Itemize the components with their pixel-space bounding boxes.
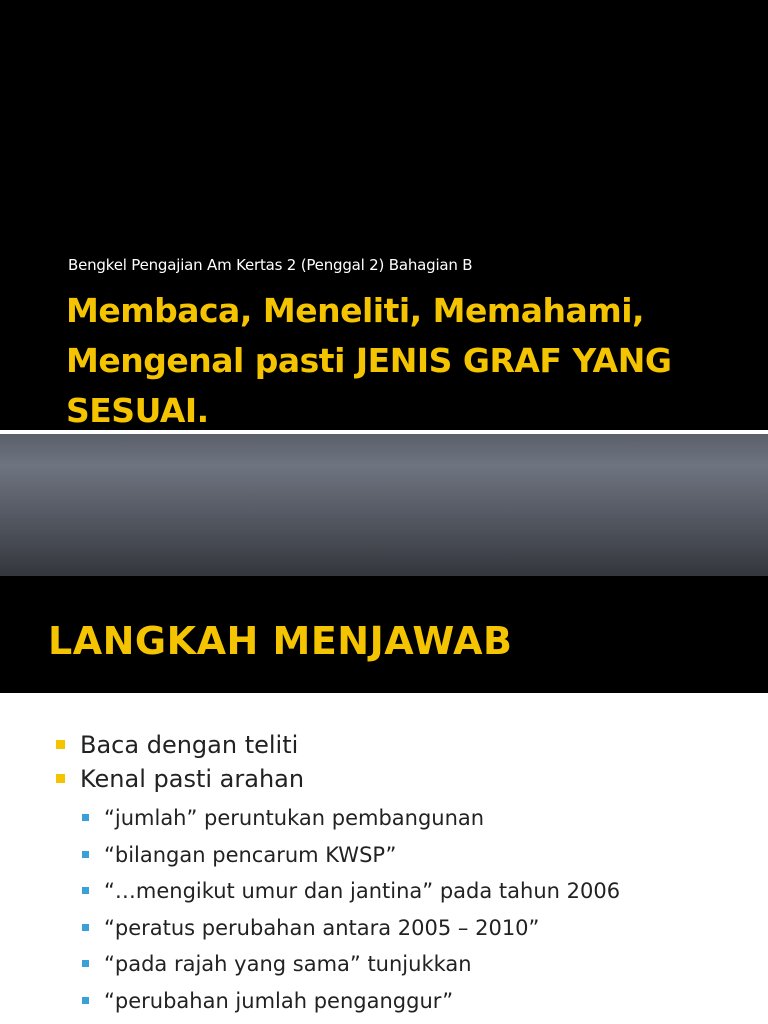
sub-bullet-item	[0, 837, 768, 874]
sub-bullet-text: “pada rajah yang sama” tunjukkan	[104, 952, 472, 976]
sub-bullet-item	[0, 946, 768, 983]
slide-subtitle: Bengkel Pengajian Am Kertas 2 (Penggal 2) Bahagian B	[68, 256, 473, 274]
square-bullet-icon	[82, 814, 89, 821]
sub-bullet-item	[0, 873, 768, 910]
sub-bullet-text: “…mengikut umur dan jantina” pada tahun 2006	[104, 879, 621, 903]
bullet-item	[0, 762, 768, 796]
sub-bullet-group	[0, 800, 768, 1019]
sub-bullet-text: “bilangan pencarum KWSP”	[104, 842, 397, 867]
sub-bullet-text: “jumlah” peruntukan pembangunan	[104, 806, 485, 830]
square-bullet-icon	[82, 960, 89, 967]
square-bullet-icon	[82, 851, 89, 858]
bullet-text: Baca dengan teliti	[80, 731, 299, 759]
square-bullet-icon	[56, 740, 65, 749]
slide-heading: LANGKAH MENJAWAB	[48, 619, 513, 663]
slide-header	[0, 576, 768, 696]
square-bullet-icon	[82, 887, 89, 894]
decorative-band	[0, 430, 768, 576]
sub-bullet-item	[0, 983, 768, 1020]
square-bullet-icon	[56, 774, 65, 783]
sub-bullet-text: “perubahan jumlah penganggur”	[104, 988, 454, 1013]
sub-bullet-list	[0, 800, 768, 1019]
bullet-list	[0, 728, 768, 1019]
square-bullet-icon	[82, 924, 89, 931]
content-slide	[0, 576, 768, 1024]
sub-bullet-item	[0, 800, 768, 837]
square-bullet-icon	[82, 997, 89, 1004]
sub-bullet-text: “peratus perubahan antara 2005 – 2010”	[104, 915, 540, 940]
slide-title: Membaca, Meneliti, Memahami, Mengenal pasti JENIS GRAF YANG SESUAI.	[66, 291, 672, 430]
bullet-item	[0, 728, 768, 762]
sub-bullet-item	[0, 910, 768, 947]
bullet-text: Kenal pasti arahan	[80, 765, 305, 793]
